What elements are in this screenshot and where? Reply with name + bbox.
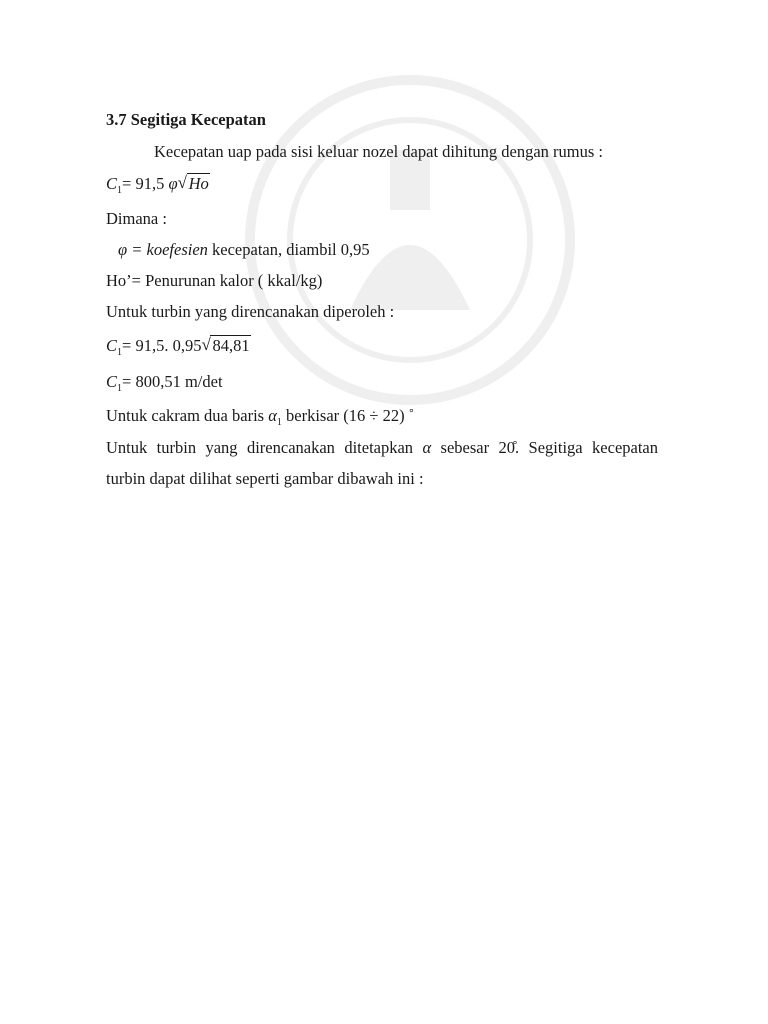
section-heading: 3.7 Segitiga Kecepatan (106, 110, 266, 129)
para-line1-post: sebesar 20̊. Segitiga kecepatan (431, 438, 658, 457)
formula-c1-symbol: C (106, 174, 118, 193)
formula-c1-substituted (106, 336, 251, 359)
paragraph-line-2: turbin dapat dilihat seperti gambar dibawah ini : (106, 469, 424, 488)
formula3-c-symbol: C (106, 372, 118, 391)
formula-c1-general (106, 174, 210, 197)
ho-definition: Ho’= Penurunan kalor ( kkal/kg) (106, 271, 323, 290)
formula2-subscript: 1 (117, 347, 123, 358)
formula-c1-subscript: 1 (117, 185, 123, 196)
dimana-label: Dimana : (106, 209, 167, 228)
formula2-c-symbol: C (106, 336, 118, 355)
sqrt-84-81-radicand: 84,81 (212, 336, 250, 355)
phi-definition-term: koefesien (146, 240, 208, 259)
formula-c1-result (106, 372, 223, 395)
para-alpha-symbol: α (422, 438, 432, 457)
sqrt-ho-radicand: Ho (188, 174, 209, 193)
formula-c1-equals: = 91,5 (122, 174, 169, 193)
intro-text: Kecepatan uap pada sisi keluar nozel dapat dihitung dengan rumus : (154, 142, 604, 161)
cakram-pre: Untuk cakram dua baris (106, 406, 269, 425)
untuk-turbin-text: Untuk turbin yang direncanakan diperoleh : (106, 302, 395, 321)
sqrt-ho: √ Ho (177, 173, 209, 193)
cakram-text (106, 406, 414, 429)
formula3-result: = 800,51 m/det (122, 372, 223, 391)
formula3-subscript: 1 (117, 383, 123, 394)
paragraph-line-1 (106, 438, 658, 458)
alpha-symbol: α (268, 406, 277, 425)
cakram-post: berkisar (16 ÷ 22) ˚ (281, 406, 415, 425)
formula-phi-symbol: φ (168, 174, 178, 193)
para-line1-pre: Untuk turbin yang direncanakan ditetapkan (106, 438, 423, 457)
alpha-subscript: 1 (276, 417, 282, 428)
phi-definition-rest: kecepatan, diambil 0,95 (207, 240, 370, 259)
sqrt-84-81: √ 84,81 (201, 335, 250, 355)
phi-definition (118, 240, 370, 260)
phi-definition-symbol: φ = (118, 240, 147, 259)
formula2-expression: = 91,5. 0,95 (122, 336, 202, 355)
